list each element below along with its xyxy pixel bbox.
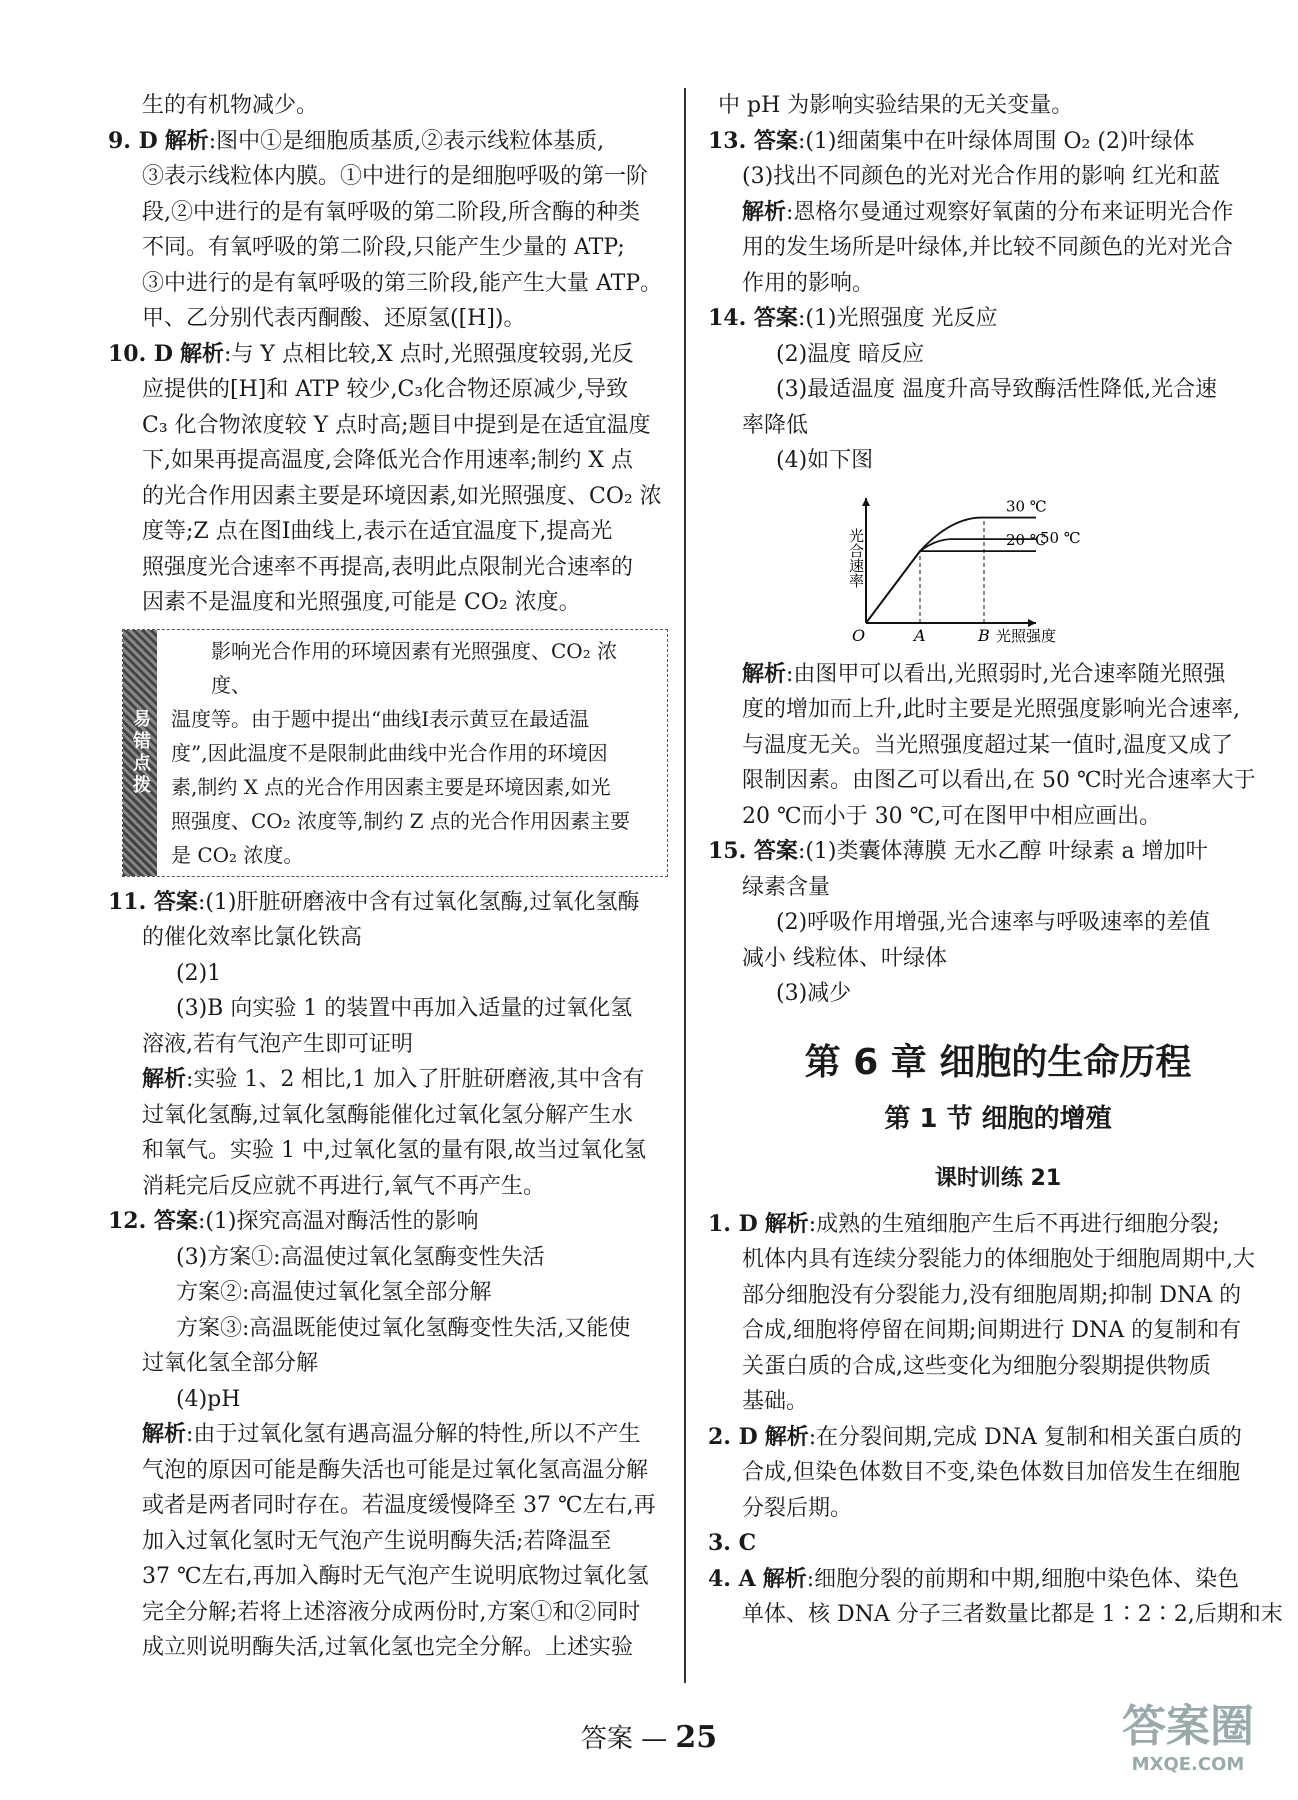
text-line: 分裂后期。 xyxy=(742,1495,853,1521)
analysis-label: 解析 xyxy=(164,127,209,154)
series-label-2: 50 ℃ xyxy=(1040,528,1081,547)
answer-number: 14. 答案 xyxy=(708,305,798,331)
column-divider xyxy=(684,88,686,1683)
x-axis-arrow xyxy=(1028,619,1036,627)
answer-3 xyxy=(708,1526,1288,1562)
origin-label: O xyxy=(852,625,866,645)
answer-number: 13. 答案 xyxy=(708,127,798,154)
text-line: :恩格尔曼通过观察好氧菌的分布来证明光合作 xyxy=(786,199,1234,225)
text-line: 度等;Z 点在图Ⅰ曲线上,表示在适宜温度下,提高光 xyxy=(142,519,613,544)
text-line: 与温度无关。当光照强度超过某一值时,温度又成了 xyxy=(742,732,1233,758)
answer-1 xyxy=(708,1207,1288,1420)
text-line: 的催化效率比氯化铁高 xyxy=(142,925,363,950)
text-line: 减小 线粒体、叶绿体 xyxy=(742,945,947,971)
text-line: 成立则说明酶失活,过氧化氢也完全分解。上述实验 xyxy=(142,1635,633,1660)
text-line: :成熟的生殖细胞产生后不再进行细胞分裂; xyxy=(808,1211,1220,1237)
y-axis-arrow xyxy=(862,498,870,506)
analysis-label: 解析 xyxy=(142,1066,187,1092)
text-line: :由图甲可以看出,光照弱时,光合速率随光照强 xyxy=(786,661,1226,687)
text-line: (3)B 向实验 1 的装置中再加入适量的过氧化氢 xyxy=(176,996,633,1021)
tip-side-label: 易错点拨 xyxy=(123,630,157,876)
left-column xyxy=(108,88,668,1666)
answer-15 xyxy=(708,834,1288,1012)
lesson-title: 课时训练 21 xyxy=(934,1166,1062,1191)
analysis-label: 解析 xyxy=(742,660,787,687)
footer-dash: — xyxy=(641,1724,668,1754)
analysis-label: 解析 xyxy=(742,198,787,225)
watermark-logo xyxy=(1098,1700,1278,1790)
text-line: 和氧气。实验 1 中,过氧化氢的量有限,故当过氧化氢 xyxy=(142,1138,646,1163)
text-line: :(1)光照强度 光反应 xyxy=(797,306,998,331)
answer-number: 12. 答案 xyxy=(108,1208,198,1234)
analysis-label: 解析 xyxy=(762,1565,807,1592)
x-tick-B: B xyxy=(978,625,990,645)
text-line: 过氧化氢全部分解 xyxy=(142,1351,319,1376)
text-line: (3)方案①:高温使过氧化氢酶变性失活 xyxy=(176,1244,545,1270)
answer-10 xyxy=(108,337,668,877)
answer-11 xyxy=(108,885,668,1205)
text-line: 绿素含量 xyxy=(742,874,831,900)
footer-label: 答案 xyxy=(580,1724,633,1754)
text-line: 方案③:高温既能使过氧化氢酶变性失活,又能使 xyxy=(176,1315,631,1341)
text-line: :实验 1、2 相比,1 加入了肝脏研磨液,其中含有 xyxy=(186,1067,645,1092)
answer-4 xyxy=(708,1562,1288,1633)
text-line: (2)1 xyxy=(176,960,222,986)
text-line: ③中进行的是有氧呼吸的第三阶段,能产生大量 ATP。 xyxy=(142,270,663,296)
analysis-label: 解析 xyxy=(764,1210,809,1237)
watermark-url: MXQE.COM xyxy=(1131,1754,1245,1775)
text-line: (2)呼吸作用增强,光合速率与呼吸速率的差值 xyxy=(776,910,1211,935)
text-line: 的光合作用因素主要是环境因素,如光照强度、CO₂ 浓 xyxy=(142,483,662,509)
answer-12 xyxy=(108,1204,668,1666)
text-line: :(1)肝脏研磨液中含有过氧化氢酶,过氧化氢酶 xyxy=(197,889,640,915)
text-line: 部分细胞没有分裂能力,没有细胞周期;抑制 DNA 的 xyxy=(742,1282,1242,1308)
text-line: 完全分解;若将上述溶液分成两份时,方案①和②同时 xyxy=(142,1599,641,1625)
tip-box xyxy=(122,629,668,877)
x-axis-label: 光照强度 xyxy=(996,626,1057,645)
text-line: 用的发生场所是叶绿体,并比较不同颜色的光对光合 xyxy=(742,235,1233,260)
text-line: 加入过氧化氢时无气泡产生说明酶失活;若降温至 xyxy=(142,1528,612,1554)
tip-text xyxy=(157,630,667,876)
text-line: 生的有机物减少。 xyxy=(142,93,319,118)
answer-13 xyxy=(708,124,1288,302)
series-line-3 xyxy=(866,551,1036,623)
text-line: 单体、核 DNA 分子三者数量比都是 1∶2∶2,后期和末 xyxy=(742,1602,1283,1627)
right-column xyxy=(708,88,1288,1633)
answer-number: 9. D xyxy=(108,127,158,154)
text-line: (2)温度 暗反应 xyxy=(776,341,925,367)
text-line: 机体内具有连续分裂能力的体细胞处于细胞周期中,大 xyxy=(742,1247,1255,1272)
series-label-3: 20 ℃ xyxy=(1006,530,1047,549)
text-line: 中 pH 为影响实验结果的无关变量。 xyxy=(718,93,1074,118)
text-line: 甲、乙分别代表丙酮酸、还原氢([H])。 xyxy=(142,306,526,331)
text-line: 方案②:高温使过氧化氢全部分解 xyxy=(176,1280,492,1305)
text-line: 是 CO₂ 浓度。 xyxy=(171,842,304,867)
text-line: (4)pH xyxy=(176,1386,241,1412)
text-line: (3)减少 xyxy=(776,981,852,1006)
text-line: :图中①是细胞质基质,②表示线粒体基质, xyxy=(208,128,605,154)
text-line: 消耗完后反应就不再进行,氧气不再产生。 xyxy=(142,1173,545,1199)
series-label-1: 30 ℃ xyxy=(1006,497,1047,516)
text-line: :与 Y 点相比较,X 点时,光照强度较弱,光反 xyxy=(224,341,634,367)
answer-number: 2. D xyxy=(708,1423,758,1450)
text-line: 温度等。由于题中提出“曲线Ⅰ表示黄豆在最适温 xyxy=(171,706,590,731)
text-line: :(1)探究高温对酶活性的影响 xyxy=(197,1209,479,1234)
answer-9 xyxy=(108,124,668,337)
text-line: :细胞分裂的前期和中期,细胞中染色体、染色 xyxy=(806,1566,1240,1592)
page-number: 25 xyxy=(675,1720,718,1755)
text-line: 气泡的原因可能是酶失活也可能是过氧化氢高温分解 xyxy=(142,1457,649,1483)
analysis-label: 解析 xyxy=(142,1421,187,1447)
answer-number: 1. D xyxy=(708,1210,758,1237)
text-line: 溶液,若有气泡产生即可证明 xyxy=(142,1031,413,1057)
text-line: C₃ 化合物浓度较 Y 点时高;题目中提到是在适宜温度 xyxy=(142,412,651,438)
x-tick-A: A xyxy=(914,625,926,645)
text-line: :在分裂间期,完成 DNA 复制和相关蛋白质的 xyxy=(808,1424,1242,1450)
text-line: 影响光合作用的环境因素有光照强度、CO₂ 浓度、 xyxy=(211,638,618,697)
answer-number: 15. 答案 xyxy=(708,838,798,864)
text-line: 照强度光合速率不再提高,表明此点限制光合速率的 xyxy=(142,554,633,580)
text-line: 度”,因此温度不是限制此曲线中光合作用的环境因 xyxy=(171,740,608,765)
text-line: 度的增加而上升,此时主要是光照强度影响光合速率, xyxy=(742,697,1240,722)
text-line: 照强度、CO₂ 浓度等,制约 Z 点的光合作用因素主要 xyxy=(171,808,631,833)
text-line: :(1)细菌集中在叶绿体周围 O₂ (2)叶绿体 xyxy=(797,128,1195,154)
text-line: :(1)类囊体薄膜 无水乙醇 叶绿素 a 增加叶 xyxy=(797,839,1208,864)
text-line: 限制因素。由图乙可以看出,在 50 ℃时光合速率大于 xyxy=(742,768,1256,793)
y-axis-label: 光合速率 xyxy=(847,527,865,588)
text-line: :由于过氧化氢有遇高温分解的特性,所以不产生 xyxy=(186,1422,641,1447)
text-line: ③表示线粒体内膜。①中进行的是细胞呼吸的第一阶 xyxy=(142,164,649,189)
text-line: 应提供的[H]和 ATP 较少,C₃化合物还原减少,导致 xyxy=(142,377,629,402)
text-line: (3)最适温度 温度升高导致酶活性降低,光合速 xyxy=(776,377,1218,402)
analysis-label: 解析 xyxy=(180,340,225,367)
watermark-text: 答案圈 xyxy=(1122,1701,1254,1752)
answer-14 xyxy=(708,301,1288,834)
text-line: 关蛋白质的合成,这些变化为细胞分裂期提供物质 xyxy=(742,1353,1211,1379)
answer-number: 10. D xyxy=(108,340,174,367)
analysis-label: 解析 xyxy=(764,1423,809,1450)
answer-number: 11. 答案 xyxy=(108,888,198,915)
text-line: 合成,细胞将停留在间期;间期进行 DNA 的复制和有 xyxy=(742,1318,1242,1343)
text-line: 素,制约 X 点的光合作用因素主要是环境因素,如光 xyxy=(171,774,611,799)
section-title: 第 1 节 细胞的增殖 xyxy=(884,1103,1112,1134)
text-line: 下,如果再提高温度,会降低光合作用速率;制约 X 点 xyxy=(142,448,634,473)
text-line: 因素不是温度和光照强度,可能是 CO₂ 浓度。 xyxy=(142,590,581,615)
text-line: 作用的影响。 xyxy=(742,270,875,296)
answer-number: 4. A xyxy=(708,1565,756,1592)
text-line: 37 ℃左右,再加入酶时无气泡产生说明底物过氧化氢 xyxy=(142,1564,649,1589)
text-line: 20 ℃而小于 30 ℃,可在图甲中相应画出。 xyxy=(742,803,1162,829)
text-line: (3)找出不同颜色的光对光合作用的影响 红光和蓝 xyxy=(742,164,1221,189)
answer-number: 3. C xyxy=(708,1530,757,1556)
chapter-title: 第 6 章 细胞的生命历程 xyxy=(804,1041,1192,1083)
text-line: (4)如下图 xyxy=(776,448,874,473)
text-line: 基础。 xyxy=(742,1389,809,1414)
text-line: 过氧化氢酶,过氧化氢酶能催化过氧化氢分解产生水 xyxy=(142,1102,633,1128)
text-line: 或者是两者同时存在。若温度缓慢降至 37 ℃左右,再 xyxy=(142,1493,656,1518)
text-line: 不同。有氧呼吸的第二阶段,只能产生少量的 ATP; xyxy=(142,235,625,260)
photosynthesis-chart xyxy=(826,483,1126,653)
answer-2 xyxy=(708,1420,1288,1527)
text-line: 段,②中进行的是有氧呼吸的第二阶段,所含酶的种类 xyxy=(142,199,640,225)
text-line: 率降低 xyxy=(742,412,809,438)
text-line: 合成,但染色体数目不变,染色体数目加倍发生在细胞 xyxy=(742,1460,1240,1485)
